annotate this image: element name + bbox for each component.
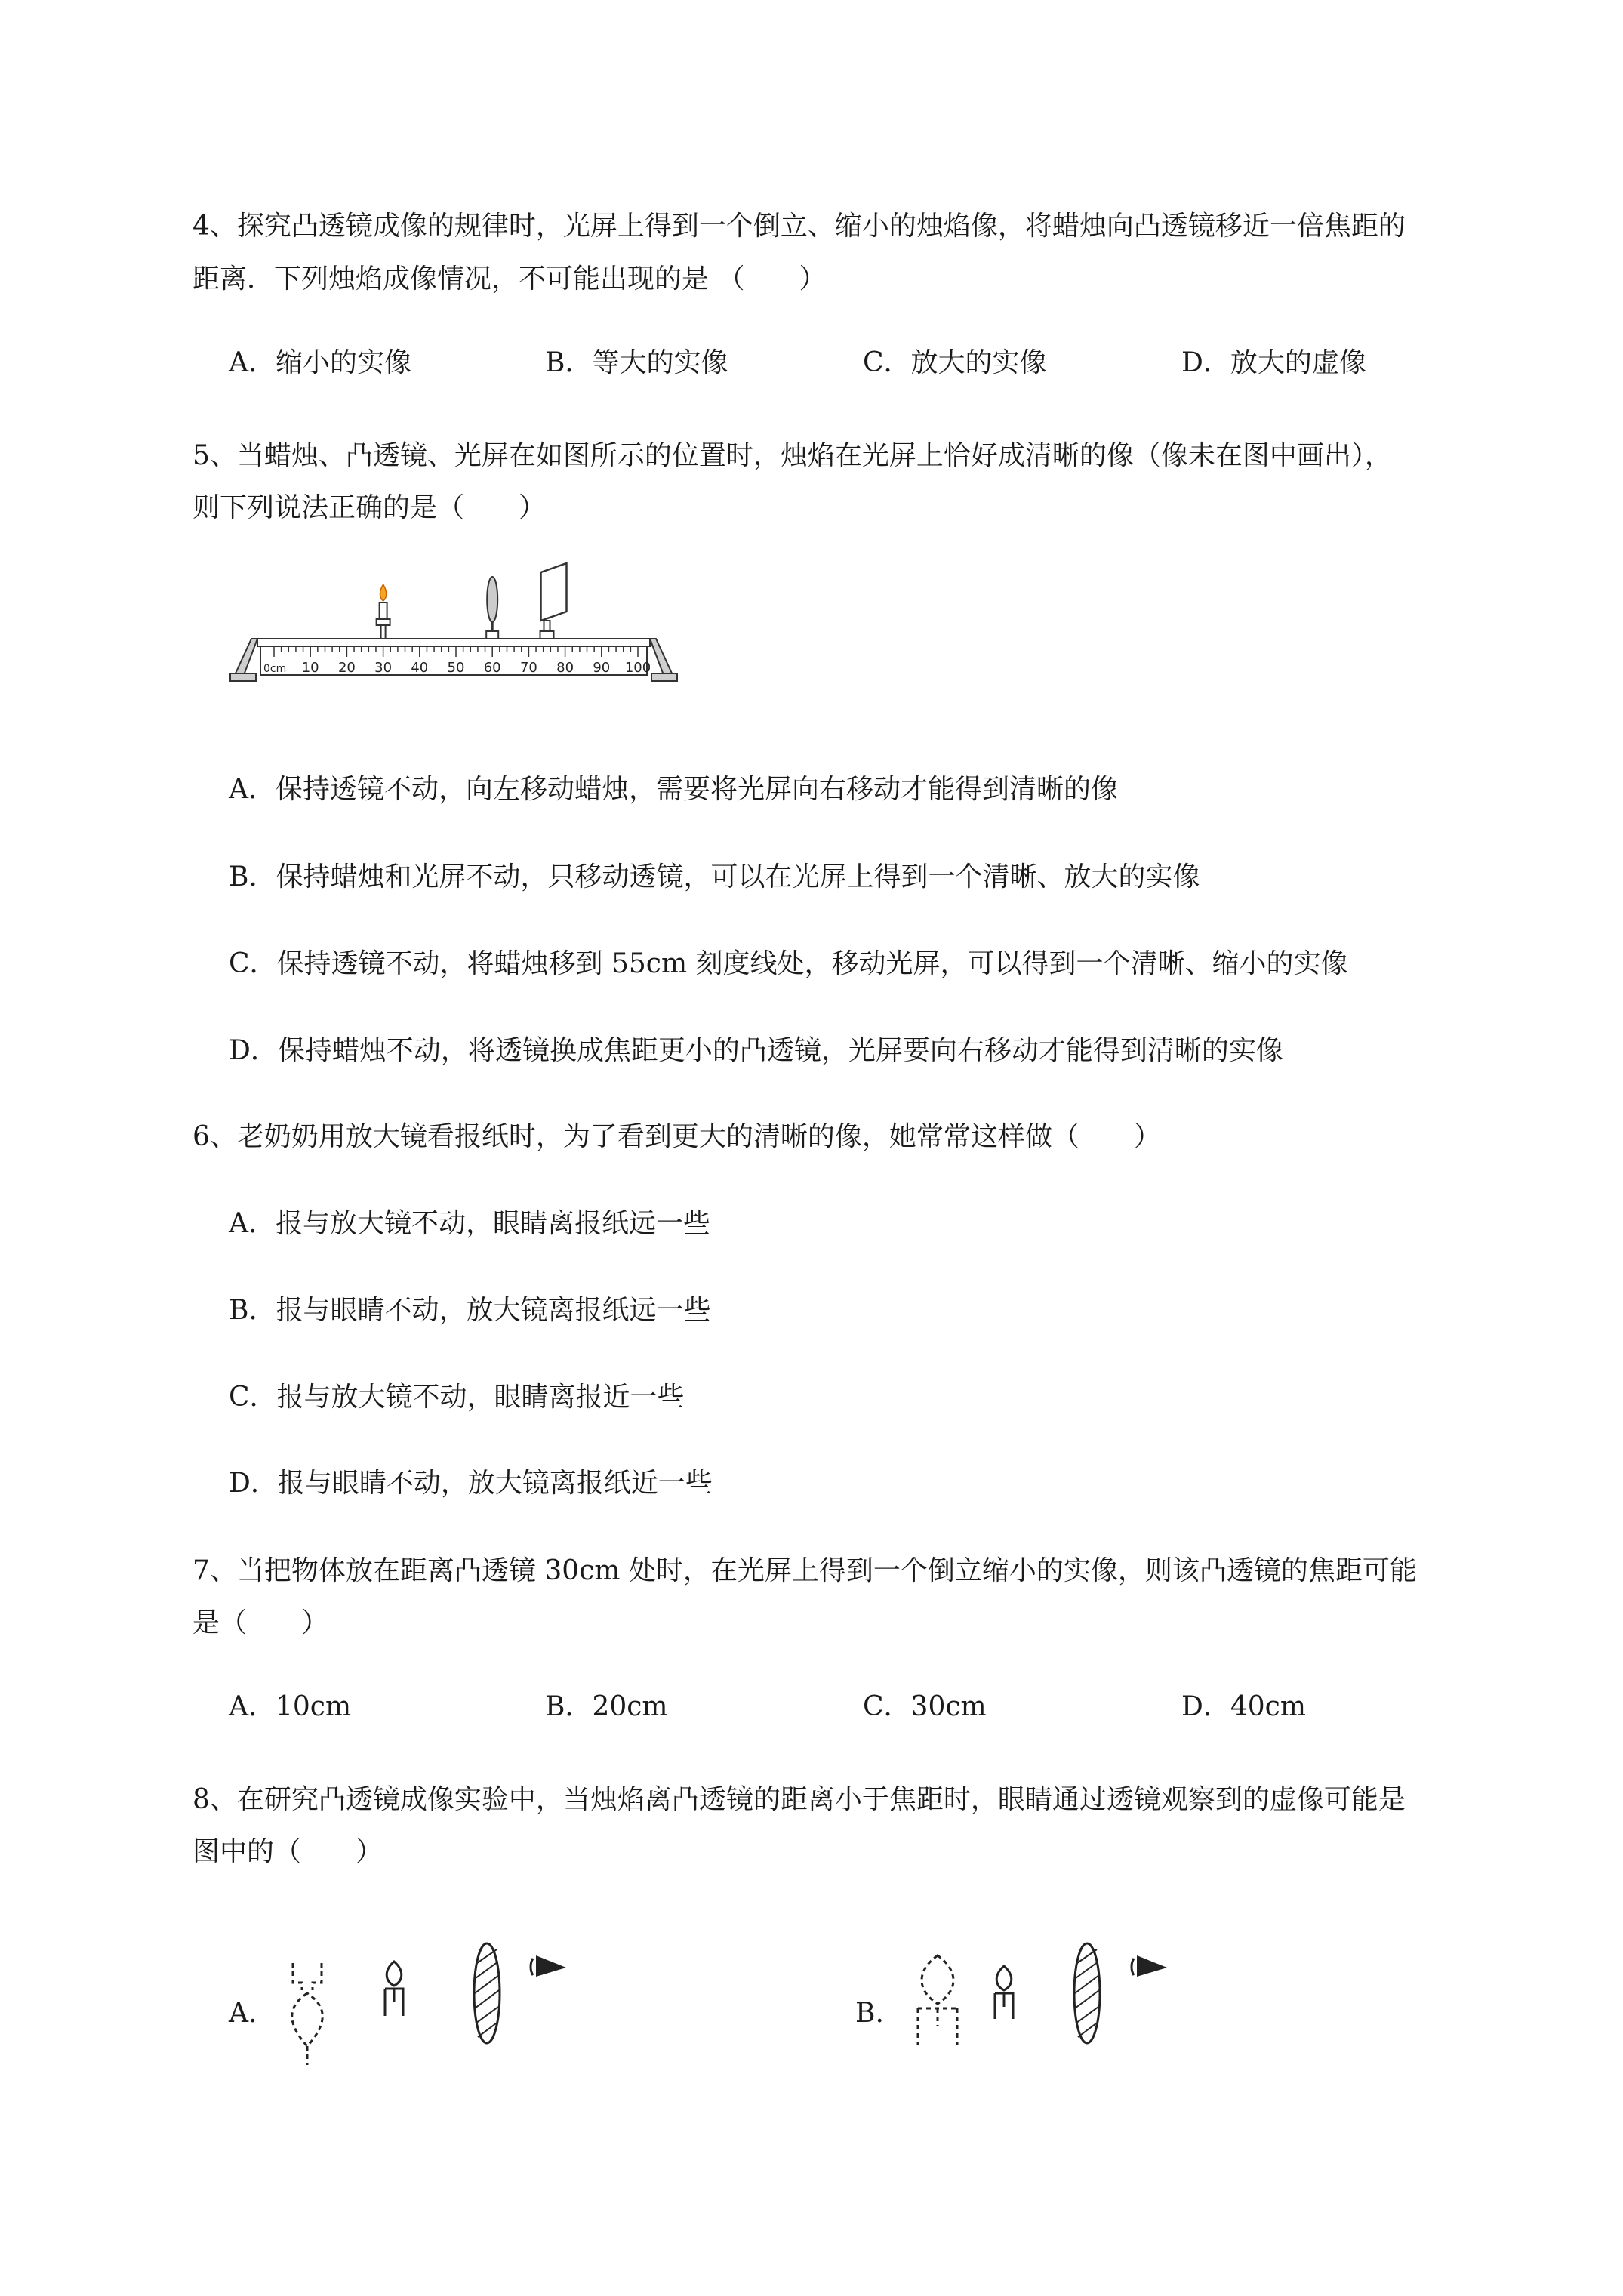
ruler-tick-label: 40 bbox=[411, 660, 429, 676]
q7-option-d: D．40cm bbox=[1181, 1691, 1306, 1722]
q4-text-line1: 4、探究凸透镜成像的规律时，光屏上得到一个倒立、缩小的烛焰像，将蜡烛向凸透镜移近一倍焦距的 bbox=[192, 211, 1406, 242]
candle-flame bbox=[380, 584, 386, 601]
q7-option-b: B．20cm bbox=[545, 1691, 668, 1722]
virtual-image-inverted bbox=[292, 1963, 323, 2065]
q7-option-c: C．30cm bbox=[863, 1691, 987, 1722]
q6-text-line1: 6、老奶奶用放大镜看报纸时，为了看到更大的清晰的像，她常常这样做（ ） bbox=[192, 1121, 1161, 1152]
candle-body bbox=[380, 603, 387, 619]
q8-figure-a bbox=[279, 1933, 596, 2084]
q7-text-line2: 是（ ） bbox=[192, 1607, 329, 1638]
ruler-tick-label: 100 bbox=[624, 660, 651, 676]
small-candle bbox=[385, 1962, 403, 2016]
right-support bbox=[650, 639, 673, 675]
q6-option-a: A．报与放大镜不动，眼睛离报纸远一些 bbox=[229, 1208, 710, 1239]
q4-option-b: B．等大的实像 bbox=[545, 347, 728, 378]
ruler-tick-label: 70 bbox=[519, 660, 537, 676]
virtual-image-upright bbox=[918, 1955, 957, 2045]
ruler-tick-label: 10 bbox=[301, 660, 319, 676]
q5-option-a: A．保持透镜不动，向左移动蜡烛，需要将光屏向右移动才能得到清晰的像 bbox=[229, 774, 1118, 805]
small-candle-b bbox=[995, 1966, 1013, 2019]
ruler-tick-label: 80 bbox=[556, 660, 574, 676]
ruler-tick-label: 60 bbox=[483, 660, 501, 676]
optical-bench-figure bbox=[230, 574, 683, 710]
q6-option-b: B．报与眼睛不动，放大镜离报纸远一些 bbox=[229, 1295, 711, 1326]
ruler-unit-label: 0cm bbox=[263, 663, 287, 675]
right-foot bbox=[651, 673, 677, 681]
ruler-tick-label: 20 bbox=[337, 660, 356, 676]
candle-stand bbox=[381, 625, 386, 639]
ruler-tick-label: 30 bbox=[374, 660, 393, 676]
q4-option-a: A．缩小的实像 bbox=[229, 347, 411, 378]
convex-lens bbox=[486, 577, 498, 639]
q7-option-a: A．10cm bbox=[229, 1691, 352, 1722]
q4-option-d: D．放大的虚像 bbox=[1181, 347, 1366, 378]
q6-option-d: D．报与眼睛不动，放大镜离报纸近一些 bbox=[229, 1468, 713, 1499]
q8-figure-b-label: B. bbox=[855, 1998, 884, 2029]
q7-text-line1: 7、当把物体放在距离凸透镜 30cm 处时，在光屏上得到一个倒立缩小的实像，则该凸透镜的焦距可能 bbox=[192, 1555, 1417, 1586]
eye-icon bbox=[531, 1955, 566, 1977]
q8-text-line1: 8、在研究凸透镜成像实验中，当烛焰离凸透镜的距离小于焦距时，眼睛通过透镜观察到的虚像可能是 bbox=[192, 1784, 1406, 1815]
light-screen bbox=[540, 563, 567, 639]
bench-rail bbox=[257, 639, 650, 646]
candle bbox=[377, 584, 390, 639]
q8-figure-a-label: A. bbox=[229, 1998, 257, 2029]
q5-option-b: B．保持蜡烛和光屏不动，只移动透镜，可以在光屏上得到一个清晰、放大的实像 bbox=[229, 861, 1200, 892]
q4-text-line2: 距离．下列烛焰成像情况，不可能出现的是 （ ） bbox=[192, 264, 827, 294]
q6-option-c: C．报与放大镜不动，眼睛离报近一些 bbox=[229, 1382, 685, 1413]
q5-option-d: D．保持蜡烛不动，将透镜换成焦距更小的凸透镜，光屏要向右移动才能得到清晰的实像 bbox=[229, 1035, 1283, 1066]
candle-holder bbox=[377, 619, 390, 625]
q4-option-c: C．放大的实像 bbox=[863, 347, 1047, 378]
left-foot bbox=[230, 673, 256, 681]
ruler-tick-label: 90 bbox=[593, 660, 611, 676]
q5-option-c: C．保持透镜不动，将蜡烛移到 55cm 刻度线处，移动光屏，可以得到一个清晰、缩小的实像 bbox=[229, 948, 1348, 979]
q8-text-line2: 图中的（ ） bbox=[192, 1836, 383, 1867]
q8-figure-b bbox=[906, 1933, 1223, 2084]
ruler-tick-label: 50 bbox=[447, 660, 465, 676]
left-support bbox=[235, 639, 257, 675]
q5-text-line2: 则下列说法正确的是（ ） bbox=[192, 492, 547, 523]
eye-icon bbox=[1132, 1955, 1167, 1977]
q5-text-line1: 5、当蜡烛、凸透镜、光屏在如图所示的位置时，烛焰在光屏上恰好成清晰的像（像未在图中画出）， bbox=[192, 440, 1392, 471]
